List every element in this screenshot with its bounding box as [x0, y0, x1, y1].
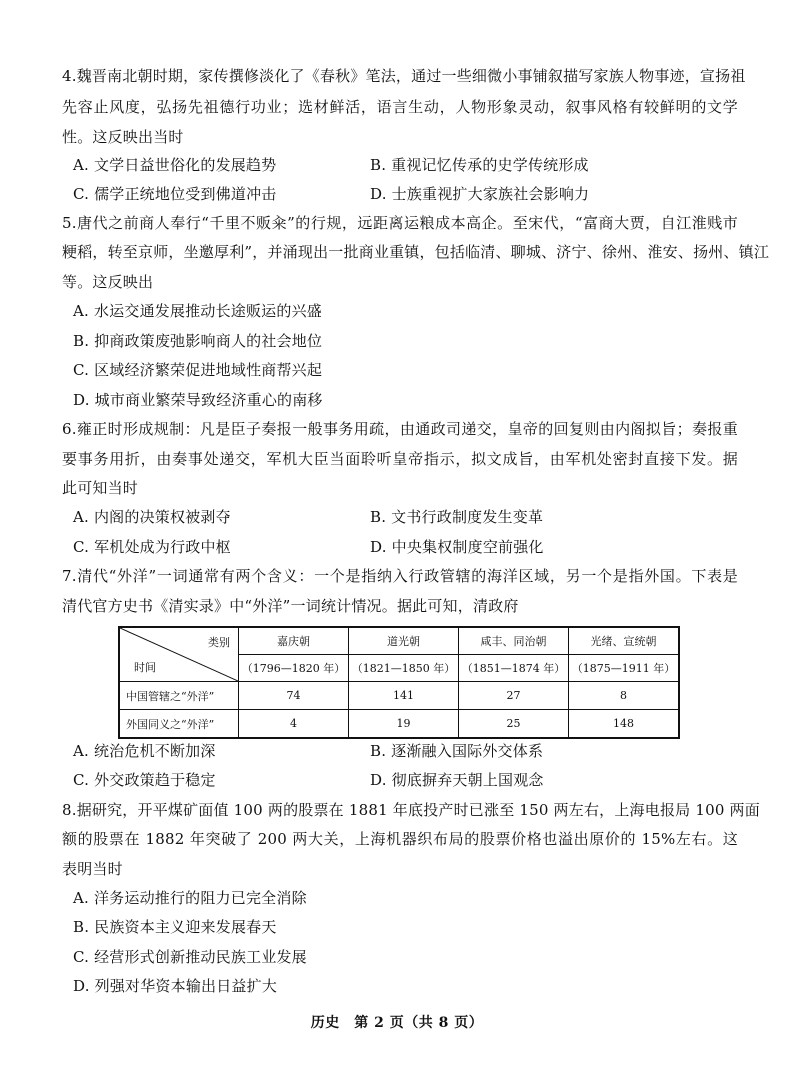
column-header-years: （1851—1874 年） — [458, 655, 568, 682]
question-6-option-a: A. 内阁的决策权被剥夺 — [73, 508, 231, 526]
table-row — [119, 710, 679, 739]
question-4-stem-line-3: 性。这反映出当时 — [62, 128, 184, 146]
question-5-stem-line-3: 等。这反映出 — [62, 273, 154, 291]
question-8-option-c: C. 经营形式创新推动民族工业发展 — [73, 948, 307, 966]
question-7-option-d: D. 彻底摒弃天朝上国观念 — [370, 771, 544, 789]
question-8-stem-line-1: 8.据研究，开平煤矿面值 100 两的股票在 1881 年底投产时已涨至 150 两左右，上海电报局 100 两面 — [62, 801, 760, 819]
column-header-name: 咸丰、同治朝 — [458, 627, 568, 655]
table-cell: 141 — [348, 682, 458, 710]
table-cell: 25 — [458, 710, 568, 739]
question-6-option-c: C. 军机处成为行政中枢 — [73, 538, 231, 556]
question-4-option-c: C. 儒学正统地位受到佛道冲击 — [73, 185, 277, 203]
question-5-stem-line-1: 5.唐代之前商人奉行“千里不贩籴”的行规，远距离运粮成本高企。至宋代，“富商大贾，自江淮贱市 — [62, 214, 738, 232]
row-label: 中国管辖之“外洋” — [119, 682, 239, 710]
corner-label-time: 时间 — [134, 661, 156, 674]
column-header-name: 光绪、宣统朝 — [568, 627, 679, 655]
question-7-stem-line-2: 清代官方史书《清实录》中“外洋”一词统计情况。据此可知，清政府 — [62, 597, 519, 615]
question-8-option-a: A. 洋务运动推行的阻力已完全消除 — [73, 889, 307, 907]
question-6-option-d: D. 中央集权制度空前强化 — [370, 538, 544, 556]
column-header-name: 道光朝 — [348, 627, 458, 655]
table-cell: 74 — [239, 682, 349, 710]
table-cell: 4 — [239, 710, 349, 739]
column-header-years: （1796—1820 年） — [239, 655, 349, 682]
table-cell: 19 — [348, 710, 458, 739]
question-7-option-a: A. 统治危机不断加深 — [73, 742, 216, 760]
question-6-option-b: B. 文书行政制度发生变革 — [370, 508, 544, 526]
question-5-option-b: B. 抑商政策废弛影响商人的社会地位 — [73, 332, 323, 350]
row-label: 外国同义之“外洋” — [119, 710, 239, 739]
table-cell: 148 — [568, 710, 679, 739]
question-7-option-c: C. 外交政策趋于稳定 — [73, 771, 216, 789]
question-8-stem-line-3: 表明当时 — [62, 860, 123, 878]
question-6-stem-line-3: 此可知当时 — [62, 479, 139, 497]
question-4-option-d: D. 士族重视扩大家族社会影响力 — [370, 185, 590, 203]
question-8-stem-line-2: 额的股票在 1882 年突破了 200 两大关，上海机器织布局的股票价格也溢出原价的 15%左右。这 — [62, 830, 738, 848]
corner-label-category: 类别 — [208, 636, 230, 649]
question-8-option-d: D. 列强对华资本输出日益扩大 — [73, 977, 278, 995]
table-cell: 8 — [568, 682, 679, 710]
question-6-stem-line-1: 6.雍正时形成规制：凡是臣子奏报一般事务用疏，由通政司递交，皇帝的回复则由内阁拟旨；奏报重 — [62, 420, 738, 438]
column-header-name: 嘉庆朝 — [239, 627, 349, 655]
question-5-stem-line-2: 粳稻，转至京师，坐邀厚利”，并涌现出一批商业重镇，包括临清、聊城、济宁、徐州、淮安、扬州、镇江 — [62, 243, 770, 261]
column-header-years: （1875—1911 年） — [568, 655, 679, 682]
question-4-stem-line-1: 4.魏晋南北朝时期，家传撰修淡化了《春秋》笔法，通过一些细微小事铺叙描写家族人物事迹，宣扬祖 — [62, 67, 746, 85]
question-5-option-c: C. 区域经济繁荣促进地域性商帮兴起 — [73, 361, 323, 379]
page-footer: 历史 第 2 页（共 8 页） — [310, 1015, 484, 1031]
question-4-option-b: B. 重视记忆传承的史学传统形成 — [370, 156, 589, 174]
question-4-option-a: A. 文学日益世俗化的发展趋势 — [73, 156, 277, 174]
question-6-stem-line-2: 要事务用折，由奏事处递交，军机大臣当面聆听皇帝指示，拟文成旨，由军机处密封直接下发。据 — [62, 450, 738, 468]
table-row — [119, 682, 679, 710]
question-5-option-d: D. 城市商业繁荣导致经济重心的南移 — [73, 391, 323, 409]
table-corner-header — [119, 627, 239, 682]
question-5-option-a: A. 水运交通发展推动长途贩运的兴盛 — [73, 302, 322, 320]
question-4-stem-line-2: 先容止风度，弘扬先祖德行功业；选材鲜活，语言生动，人物形象灵动，叙事风格有较鲜明的文学 — [62, 98, 738, 116]
question-7-option-b: B. 逐渐融入国际外交体系 — [370, 742, 544, 760]
column-header-years: （1821—1850 年） — [348, 655, 458, 682]
question-8-option-b: B. 民族资本主义迎来发展春天 — [73, 918, 277, 936]
question-7-stem-line-1: 7.清代“外洋”一词通常有两个含义：一个是指纳入行政管辖的海洋区域，另一个是指外国。下表是 — [62, 567, 738, 585]
waiyang-statistics-table — [118, 626, 680, 739]
table-cell: 27 — [458, 682, 568, 710]
